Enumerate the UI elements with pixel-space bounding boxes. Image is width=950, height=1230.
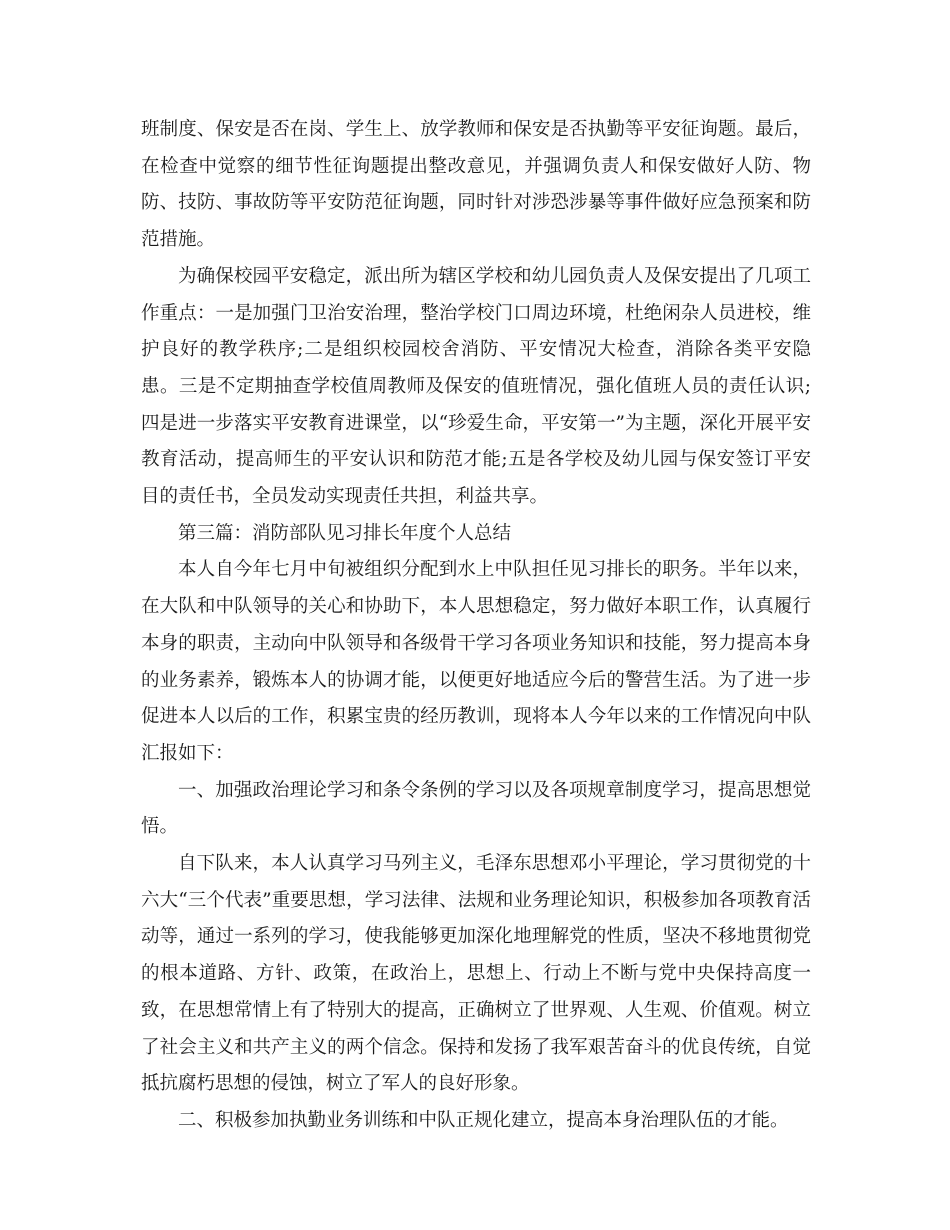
paragraph-1: 班制度、保安是否在岗、学生上、放学教师和保安是否执勤等平安征询题。最后，在检查中觉察的细节性征询题提出整改意见，并强调负责人和保安做好人防、物防、技防、事故防等平安防范征询题，同时针对涉恐涉暴等事件做好应急预案和防范措施。 <box>141 119 811 251</box>
paragraph-4: 一、加强政治理论学习和条令条例的学习以及各项规章制度学习，提高思想觉悟。 <box>141 779 811 838</box>
document-body <box>141 112 811 1140</box>
paragraph-6: 二、积极参加执勤业务训练和中队正规化建立，提高本身治理队伍的才能。 <box>178 1109 789 1131</box>
section-heading: 第三篇：消防部队见习排长年度个人总结 <box>178 522 512 544</box>
paragraph-2: 为确保校园平安稳定，派出所为辖区学校和幼儿园负责人及保安提出了几项工作重点：一是加强门卫治安治理，整治学校门口周边环境，杜绝闲杂人员进校，维护良好的教学秩序;二是组织校园校舍消防、平安情况大检查，消除各类平安隐患。三是不定期抽查学校值周教师及保安的值班情况，强化值班人员的责任认识;四是进一步落实平安教育进课堂，以“珍爱生命，平安第一”为主题，深化开展平安教育活动，提高师生的平安认识和防范才能;五是各学校及幼儿园与保安签订平安目的责任书，全员发动实现责任共担，利益共享。 <box>141 265 811 508</box>
paragraph-5: 自下队来，本人认真学习马列主义，毛泽东思想邓小平理论，学习贯彻党的十六大“三个代表”重要思想，学习法律、法规和业务理论知识，积极参加各项教育活动等，通过一系列的学习，使我能够更加深化地理解党的性质，坚决不移地贯彻党的根本道路、方针、政策，在政治上，思想上、行动上不断与党中央保持高度一致，在思想常情上有了特别大的提高，正确树立了世界观、人生观、价值观。树立了社会主义和共产主义的两个信念。保持和发扬了我军艰苦奋斗的优良传统，自觉抵抗腐朽思想的侵蚀，树立了军人的良好形象。 <box>141 853 811 1095</box>
paragraph-3: 本人自今年七月中旬被组织分配到水上中队担任见习排长的职务。半年以来，在大队和中队领导的关心和协助下，本人思想稳定，努力做好本职工作，认真履行本身的职责，主动向中队领导和各级骨干学习各项业务知识和技能，努力提高本身的业务素养，锻炼本人的协调才能，以便更好地适应今后的警营生活。为了进一步促进本人以后的工作，积累宝贵的经历教训，现将本人今年以来的工作情况向中队汇报如下： <box>141 559 811 764</box>
